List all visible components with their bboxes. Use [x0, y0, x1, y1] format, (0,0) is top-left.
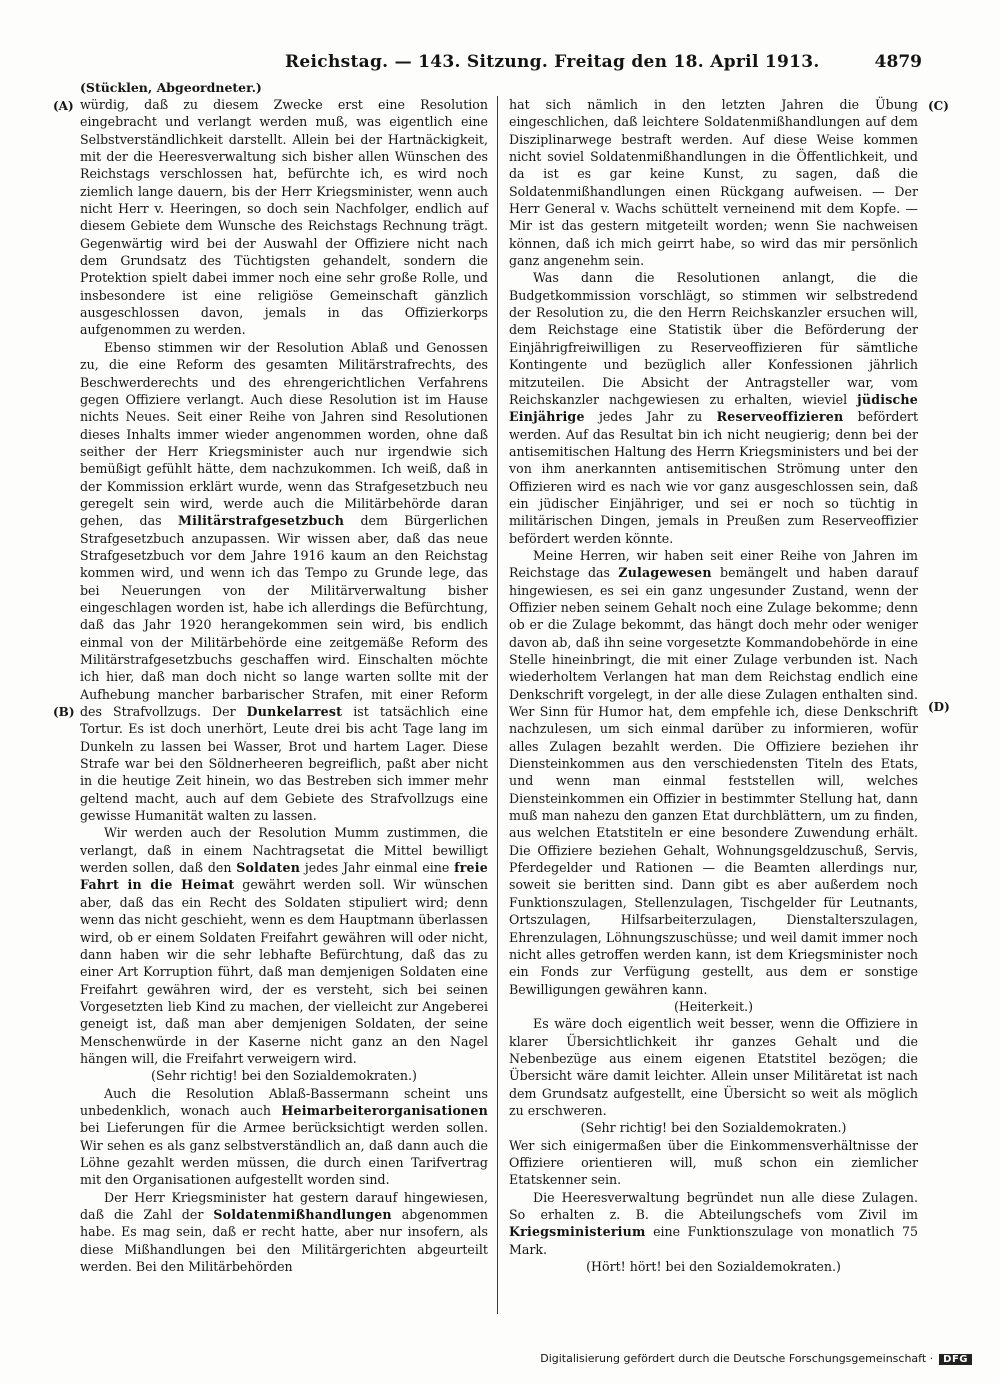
dfg-logo: DFG [939, 1354, 972, 1365]
emphasis: Reserveoffizieren [716, 409, 844, 425]
paragraph: Meine Herren, wir haben seit einer Reihe von Jahren im Reichstage das Zulagewesen bemängelt und haben darauf hingewiesen, es sei ein ganz ungesunder Zustand, wenn der Offizier neben seinem Gehalt noch eine Zulage bekomme; denn ob er die Zulage bekommt, das hängt doch mehr oder weniger davon ab, daß ihn seine vorgesetzte Kommandobehörde in eine Stelle hineinbringt, die mit einer Zulage verbunden ist. Nach wiederholtem Verlangen hat man dem Reichstag endlich eine Denkschrift vorgelegt, in der alle diese Zulagen enthalten sind. Wer Sinn für Humor hat, dem empfehle ich, diese Denkschrift nachzulesen, um sich einmal darüber zu informieren, wofür alles Zulagen bezahlt werden. Die Offiziere beziehen ihr Diensteinkommen aus den verschiedensten Titeln des Etats, und wenn man einmal feststellen will, welches Diensteinkommen ein Offizier in bestimmter Stellung hat, dann muß man nahezu den ganzen Etat durchblättern, um zu finden, aus welchen Etatstiteln er eine besondere Zuwendung erhält. Die Offiziere beziehen Gehalt, Wohnungsgeldzuschuß, Servis, Pferdegelder und Rationen — die Beamten allerdings nur, soweit sie beritten sind. Dann gibt es aber außerdem noch Funktionszulagen, Stellenzulagen, Tischgelder für Leutnants, Ortszulagen, Hilfsarbeiterzulagen, Dienstalterszulagen, Ehrenzulagen, Löhnungszuschüsse; und weil damit immer noch nicht alles getroffen werden kann, ist dem Kriegsminister noch ein Fonds zur Verfügung gestellt, aus dem er sonstige Bewilligungen gewähren kann. [509, 547, 918, 997]
emphasis: freie Fahrt in die Heimat [80, 860, 488, 893]
footer-credit [540, 1352, 972, 1365]
emphasis: Zulagewesen [618, 565, 712, 581]
margin-marker-a: (A) [53, 99, 74, 113]
paragraph: Auch die Resolution Ablaß-Bassermann scheint uns unbedenklich, wonach auch Heimarbeiterorganisationen bei Lieferungen für die Armee berücksichtigt werden sollen. Wir sehen es als ganz selbstverständlich an, daß dann auch die Löhne gezahlt werden müssen, die durch einen Tarifvertrag mit den Organisationen aufgestellt worden sind. [80, 1085, 488, 1188]
paragraph: Der Herr Kriegsminister hat gestern darauf hingewiesen, daß die Zahl der Soldatenmißhandlungen abgenommen habe. Es mag sein, daß er recht hatte, aber nur insofern, als diese Mißhandlungen bei den Militärgerichten abgeurteilt werden. Bei den Militärbehörden [80, 1189, 488, 1275]
margin-marker-c: (C) [928, 99, 949, 113]
emphasis: Soldatenmißhandlungen [213, 1207, 392, 1222]
emphasis: Dunkelarrest [246, 704, 343, 720]
paragraph: hat sich nämlich in den letzten Jahren die Übung eingeschlichen, daß leichtere Soldatenmißhandlungen auf dem Disziplinarwege bestraft werden. Auf diese Weise kommen nicht soviel Soldatenmißhandlungen in die Öffentlichkeit, und da ist es gar keine Kunst, zu sagen, daß die Soldatenmißhandlungen einen Rückgang aufweisen. — Der Herr General v. Wachs schüttelt verneinend mit dem Kopfe. — Mir ist das gestern mitgeteilt worden; wenn Sie nachweisen können, daß ich mich geirrt habe, so wird das mir persönlich ganz angenehm sein. [509, 97, 918, 269]
emphasis: Heimarbeiterorganisationen [281, 1102, 488, 1118]
page-header [0, 0, 1000, 78]
paragraph: Wir werden auch der Resolution Mumm zustimmen, die verlangt, daß in einem Nachtragsetat die Mittel bewilligt werden sollen, daß den Soldaten jedes Jahr einmal eine freie Fahrt in die Heimat gewährt werden soll. Wir wünschen aber, daß das ein Recht des Soldaten stipuliert wird; denn wenn das nicht geschieht, wenn es dem Hauptmann überlassen wird, ob er einem Soldaten Freifahrt gewähren will oder nicht, dann haben wir die sehr lebhafte Befürchtung, daß das zu einer Art Korruption führt, daß man demjenigen Soldaten eine Freifahrt gewähren wird, der es versteht, sich bei seinen Vorgesetzten lieb Kind zu machen, der vielleicht zur Angeberei geneigt ist, daß man aber demjenigen Soldaten, der seine Menschenwürde in der Kaserne nicht ganz an den Nagel hängen will, die Freifahrt verweigern wird. [80, 825, 489, 1066]
interjection: (Heiterkeit.) [674, 998, 753, 1014]
column-divider [497, 96, 498, 1314]
paragraph: Wer sich einigermaßen über die Einkommensverhältnisse der Offiziere orientieren will, muß schon ein ziemlicher Etatskenner sein. [509, 1137, 918, 1188]
interjection: (Sehr richtig! bei den Sozialdemokraten.) [580, 1120, 847, 1136]
speaker-label: (Stücklen, Abgeordneter.) [80, 80, 262, 95]
left-column [80, 96, 488, 1275]
paragraph: Es wäre doch eigentlich weit besser, wenn die Offiziere in klarer Übersichtlichkeit ihr ganzes Gehalt und die Nebenbezüge aus einem eigenen Etatstitel bezögen; die Übersicht wäre damit leichter. Allein unser Militäretat ist nach dem Grundsatz aufgestellt, eine Übersicht so weit als möglich zu erschweren. [509, 1016, 918, 1118]
paragraph: würdig, daß zu diesem Zwecke erst eine Resolution eingebracht und verlangt werden muß, was eigentlich eine Selbstverständlichkeit darstellt. Allein bei der Hartnäckigkeit, mit der die Heeresverwaltung sich bisher allen Wünschen des Reichstags verschlossen hat, befürchte ich, es wird noch ziemlich lange dauern, bis der Herr Kriegsminister, wenn auch nicht Herr v. Heeringen, so doch sein Nachfolger, endlich auf diesem Gebiete dem Wunsche des Reichstags Rechnung trägt. Gegenwärtig wird bei der Auswahl der Offiziere nicht nach dem Grundsatz des Tüchtigsten gehandelt, sondern die Protektion spielt dabei immer noch eine sehr große Rolle, und insbesondere ist eine religiöse Gemeinschaft gänzlich ausgeschlossen davon, jemals in das Offizierkorps aufgenommen zu werden. [80, 97, 488, 338]
emphasis: jüdische Einjährige [509, 391, 918, 425]
margin-marker-b: (B) [53, 705, 75, 719]
interjection: (Sehr richtig! bei den Sozialdemokraten.) [151, 1068, 417, 1084]
emphasis: Kriegsministerium [509, 1224, 646, 1240]
paragraph: Die Heeresverwaltung begründet nun alle diese Zulagen. So erhalten z. B. die Abteilungschefs vom Zivil im Kriegsministerium eine Funktionszulage von monatlich 75 Mark. [509, 1189, 918, 1257]
running-title: Reichstag. — 143. Sitzung. Freitag den 18. April 1913. [285, 52, 820, 72]
right-column [509, 96, 918, 1275]
emphasis: Soldaten [236, 860, 301, 876]
margin-marker-d: (D) [928, 700, 950, 714]
paragraph: Ebenso stimmen wir der Resolution Ablaß und Genossen zu, die eine Reform des gesamten Militärstrafrechts, des Beschwerderechts und des ehrengerichtlichen Verfahrens gegen Offiziere verlangt. Auch diese Resolution ist im Hause nichts Neues. Seit einer Reihe von Jahren sind Resolutionen dieses Inhalts immer wieder angenommen worden, ohne daß seither der Herr Kriegsminister auch nur irgendwie sich bemüßigt gefühlt hätte, dem nachzukommen. Ich weiß, daß in der Kommission erklärt wurde, wenn das Strafgesetzbuch neu geregelt sein wird, werde auch die Militärbehörde daran gehen, das Militärstrafgesetzbuch dem Bürgerlichen Strafgesetzbuch anzupassen. Wir wissen aber, daß das neue Strafgesetzbuch vor dem Jahre 1916 kaum an den Reichstag kommen wird, und wenn ich das Tempo zu Grunde lege, das bei Neuerungen von der Militärverwaltung bisher eingeschlagen worden ist, habe ich allerdings die Befürchtung, daß das Jahr 1920 herangekommen sein wird, bis endlich einmal von der Militärbehörde eine zeitgemäße Reform des Militärstrafgesetzbuchs geschaffen wird. Einschalten möchte ich hier, daß man doch nicht so lange warten sollte mit der Aufhebung mancher barbarischer Strafen, mit einer Reform des Strafvollzugs. Der Dunkelarrest ist tatsächlich eine Tortur. Es ist doch unerhört, Leute drei bis acht Tage lang im Dunkeln zu lassen bei Wasser, Brot und hartem Lager. Diese Strafe war bei den Söldnerheeren begreiflich, paßt aber nicht in die heutige Zeit hinein, wo das Bestreben sich immer mehr geltend macht, auch auf dem Gebiete des Strafvollzugs eine gewisse Humanität walten zu lassen. [80, 339, 488, 824]
interjection: (Hört! hört! bei den Sozialdemokraten.) [586, 1259, 841, 1275]
page-number: 4879 [874, 52, 922, 72]
footer-text: Digitalisierung gefördert durch die Deutsche Forschungsgemeinschaft · [540, 1352, 934, 1365]
emphasis: Militärstrafgesetzbuch [177, 513, 345, 529]
paragraph: Was dann die Resolutionen anlangt, die die Budgetkommission vorschlägt, so stimmen wir selbstredend der Resolution zu, die den Herrn Reichskanzler ersuchen will, dem Reichstage eine Statistik über die Beförderung der Einjährigfreiwilligen zu Reserveoffizieren für sämtliche Kontingente und bezüglich aller Konfessionen jährlich mitzuteilen. Die Absicht der Antragsteller war, vom Reichskanzler nachgewiesen zu erhalten, wieviel jüdische Einjährige jedes Jahr zu Reserveoffizieren befördert werden. Auf das Resultat bin ich nicht neugierig; denn bei der antisemitischen Haltung des Herrn Kriegsministers und bei der von ihm anerkannten antisemitischen Strömung unter den Offizieren wird es nach wie vor ganz ausgeschlossen sein, daß ein jüdischer Einjähriger, und sei er noch so tüchtig in militärischen Dingen, jemals in Preußen zum Reserveoffizier befördert werden könnte. [509, 270, 918, 546]
